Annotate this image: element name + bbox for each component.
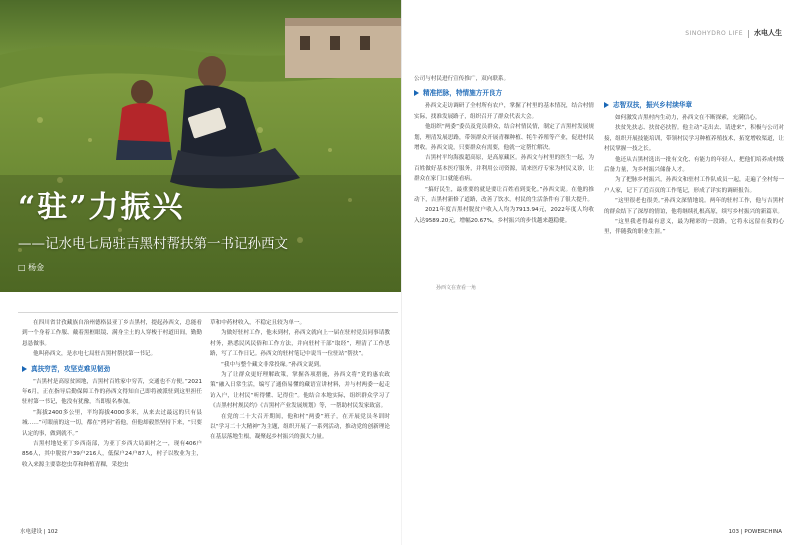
paragraph: 扶贫先扶志、扶贫必扶智。他主动“走出去、请进来”，积极与公司对接，组织开展技能培训，带领村民学习种植养殖技术，拓宽增收渠道，让村民掌握一技之长。: [604, 125, 784, 153]
paragraph: 吉黑村地处亚丁乡西南部，为亚丁乡西大局面村之一，现有406户856人，其中脱贫户39户216人，低保户24户87人，村子以牧业为主，收入来源主要靠挖虫草和种植青稞，采挖虫: [22, 441, 202, 468]
text-column-3: [414, 74, 594, 226]
paragraph: 草和中药材收入，不稳定且较为单一。: [210, 320, 306, 326]
triangle-bullet-icon: [414, 90, 419, 96]
section-name-zh: 水电人生: [754, 29, 782, 37]
paragraph: “海拔2400多公里，平均海拔4000多米，从来去过最远的只有县城……”可眼前的这一切，都在“拷问”着他，但他却毅然坚持下来，“只要认定的事，做到就不。”: [22, 409, 202, 437]
text-column-1: [22, 318, 202, 470]
feature-title: “驻”力振兴: [18, 190, 185, 225]
paragraph: 公司与村民进行宣传推广，双向联系。: [414, 76, 510, 82]
paragraph: 他组织“两委”委员及党员群众，结合村情民情，制定了吉黑村发展规划，理清发展思路，带领群众开展青稞种植、牦牛养殖等产业，促进村民增收。孙西文说，只要群众有需要，他就一定帮忙解决。: [414, 124, 594, 152]
paragraph: “我中与整个藏文非常投缘。”孙西文说到。: [221, 361, 325, 368]
footer-page-number-left: 水电建设 | 102: [20, 529, 58, 535]
paragraph: “这里我老得最有意义，最为精彩的一段路，它将永远留在我的心里，伴随我的职业生涯。”: [604, 219, 784, 236]
section-header: [685, 28, 782, 38]
triangle-bullet-icon: [604, 102, 609, 108]
page-fold: [401, 0, 402, 545]
section-name-en: SINOHYDRO LIFE: [685, 30, 743, 37]
paragraph: 在四川省甘孜藏族自治州德格县亚丁乡吉黑村，提起孙西文，总能看到一个身着工作服、戴着黑框眼镜、满身尘土的人穿梭于村道田间，勤勤恳恳做事。: [22, 320, 202, 347]
header-rule: [18, 312, 398, 313]
footer-page-number-right: 103 | POWERCHINA: [728, 529, 782, 535]
feature-title-block: [18, 190, 398, 273]
paragraph: 为做好驻村工作，他未到村，孙西文就向上一届在驻村党员同事请教村务，熟悉民风民俗和工作方法，并向驻村干部“取经”，理清了工作思路，写了工作日记。孙西文的驻村笔记中说当一位驻站“帮扶”。: [210, 330, 390, 358]
paragraph: 2021年度吉黑村脱贫户收入人均为7913.94元，2022年度人均收入达9589.20元，增幅20.67%，乡村振兴的步伐越来越稳健。: [414, 207, 594, 224]
paragraph: 为了让群众更好理解政策，掌握各项措施，孙西文将“党的惠农政策”融入日常生活，编写了通俗易懂的藏语宣讲材料，并与村两委一起走访入户，让村民“听得懂、记得住”。他结合本地实际，组织群众学习了《吉黑村村规民约》《吉黑村产业发展规划》等，一帮助村民发家致富。: [210, 372, 390, 410]
text-column-2: [210, 318, 390, 443]
feature-subtitle: ——记水电七局驻吉黑村帮扶第一书记孙西文: [18, 236, 288, 252]
section-heading: 真扶穷苦，攻坚克难见韧劲: [22, 363, 202, 375]
paragraph: 孙西文走访调研了全村所有农户，掌握了村里的基本情况，结合村情实际，找准发展路子，组织召开了群众代表大会。: [414, 103, 594, 120]
paragraph: 为了把脉乡村振兴，孙西文和驻村工作队成员一起，走遍了全村每一户人家，记下了近百页的工作笔记，形成了详实的调研报告。: [604, 177, 784, 194]
paragraph: “搞好民生，最重要的就是要让百姓看到变化。”孙西文说。在他的推动下，吉黑村新修了道路，改善了饮水，村民的生活条件有了很大提升。: [414, 186, 594, 204]
paragraph: 如何激发吉黑村内生动力，孙西文在不断探索，充满信心。: [615, 115, 761, 121]
paragraph: “吉黑村是高原贫困地，吉黑村百姓家中穷苦，交通也不方便。”2021年6月，正在指导后勤保障工作的孙西文得知自己即将被派驻到这里担任驻村第一书记，他没有犹豫，当即报名参加。: [22, 378, 202, 406]
photo-caption: 孙西文在查看一角: [436, 285, 477, 291]
section-heading: 志智双扶，振兴乡村续华章: [604, 99, 784, 111]
triangle-bullet-icon: [22, 366, 27, 372]
section-heading: 精准把脉，特情施方开良方: [414, 87, 594, 99]
author-byline: □ 杨金: [18, 263, 45, 272]
paragraph: 吉黑村平均海拔超高原，是高原藏区。孙西文与村里的医生一起，为百姓做好基本医疗服务，并利用公司资源，请来医疗专家为村民义诊，让群众在家门口就能看病。: [414, 155, 594, 183]
paragraph: 他还从吉黑村选出一批有文化、有能力的年轻人，把他们培养成村级后备力量，为乡村振兴储备人才。: [604, 156, 784, 174]
paragraph: 他叫孙西文，是水电七局驻吉黑村帮扶第一书记。: [33, 351, 157, 358]
text-column-4: [604, 96, 784, 238]
header-divider: [748, 30, 749, 38]
paragraph: 在党的二十大召开期间，他和村“两委”班子，在开展党员冬训时以“学习二十大精神”为主题，组织开展了一系列活动，推动党的创新理论在基层落地生根，凝聚起乡村振兴的强大力量。: [210, 413, 390, 441]
paragraph: “这里很老也很美。”孙西文深情地说。两年的驻村工作，他与吉黑村的群众结下了深厚的情谊，他将继续扎根高原，续写乡村振兴的新篇章。: [604, 198, 784, 215]
